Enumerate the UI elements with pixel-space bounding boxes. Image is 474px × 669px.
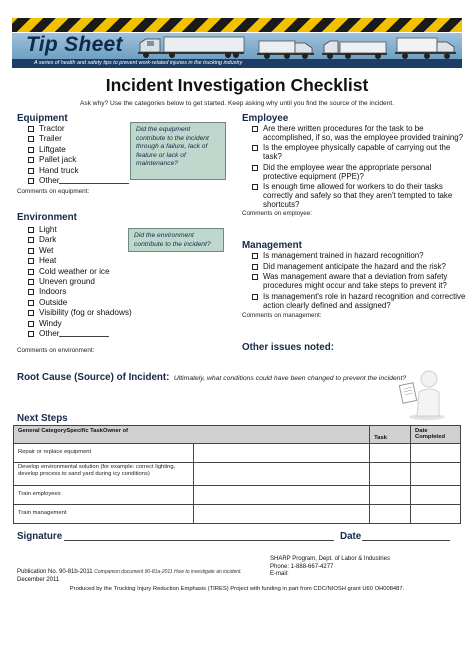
task-cell[interactable] <box>370 486 411 505</box>
environment-callout: Did the environment contribute to the incident? <box>128 228 224 252</box>
truck-icon <box>395 36 457 60</box>
person-reading-icon <box>393 370 453 420</box>
date-cell[interactable] <box>411 486 461 505</box>
task-cell[interactable] <box>370 444 411 463</box>
next-steps-table <box>13 425 461 524</box>
funding-note: Produced by the Trucking Injury Reduction Emphasis (TIRES) Project with funding in part from CDC/NIOSH grant U60 OH008487. <box>69 586 405 592</box>
employee-comments-label: Comments on employee: <box>242 210 312 217</box>
root-cause-question: Ultimately, what conditions could have been changed to prevent the incident? <box>173 375 407 382</box>
column-header: General CategorySpecific TaskOwner of <box>14 426 370 444</box>
header-tagline: A series of health and safety tips to prevent work-related injuries in the trucking industry <box>12 59 462 68</box>
checkbox[interactable] <box>28 258 34 264</box>
environment-list: Light Dark Wet Heat Cold weather or ice Uneven ground Indoors Outside Visibility (fog or shadows) Windy Other <box>28 225 158 339</box>
other-issues-heading: Other issues noted: <box>242 342 334 353</box>
checkbox[interactable] <box>252 145 258 151</box>
truck-icon <box>136 35 246 59</box>
checkbox[interactable] <box>28 248 34 254</box>
equipment-comments-label: Comments on equipment: <box>17 188 90 195</box>
root-cause-heading: Root Cause (Source) of Incident: <box>17 372 170 383</box>
truck-icon <box>257 38 315 60</box>
page-title: Incident Investigation Checklist <box>105 75 369 95</box>
equipment-item: Tractor <box>28 124 138 134</box>
checkbox[interactable] <box>252 294 258 300</box>
publication-number: Publication No. 90-81b-2011 <box>17 569 93 575</box>
root-cause-row <box>17 367 417 385</box>
checkbox[interactable] <box>252 274 258 280</box>
task-cell[interactable] <box>370 463 411 486</box>
checkbox[interactable] <box>28 300 34 306</box>
management-heading: Management <box>242 240 302 251</box>
checkbox[interactable] <box>28 279 34 285</box>
column-header: Date Completed <box>411 426 461 444</box>
other-line[interactable] <box>59 329 109 337</box>
equipment-callout: Did the equipment contribute to the incident through a failure, lack of feature or lack of maintenance? <box>130 122 226 180</box>
date-cell[interactable] <box>411 444 461 463</box>
equipment-item: Liftgate <box>28 145 138 155</box>
checkbox[interactable] <box>28 269 34 275</box>
table-header-row <box>14 426 461 444</box>
equipment-item: Other <box>28 176 138 186</box>
equipment-heading: Equipment <box>17 113 68 124</box>
truck-icon <box>322 38 388 60</box>
equipment-item: Hand truck <box>28 166 138 176</box>
hazard-stripe <box>12 18 462 32</box>
publication-row <box>17 569 242 575</box>
employee-list: Are there written procedures for the task to be accomplished, if so, was the employee provided training? Is the employee physically capable of carrying out the task? Did the employee wear the appropriate personal protective equipment (PPE)? Is enough time allowed for workers to do their tasks correctly and safely so that they aren't tempted to take shortcuts? <box>252 125 464 211</box>
checkbox[interactable] <box>28 136 34 142</box>
owner-cell[interactable] <box>194 505 369 523</box>
owner-cell[interactable] <box>194 463 369 485</box>
checkbox[interactable] <box>252 126 258 132</box>
next-steps-heading: Next Steps <box>17 413 68 424</box>
page-subtitle: Ask why? Use the categories below to get started. Keep asking why until you find the source of the incident. <box>79 100 395 107</box>
equipment-item: Trailer <box>28 134 138 144</box>
equipment-list <box>28 124 138 186</box>
checkbox[interactable] <box>252 165 258 171</box>
owner-cell[interactable] <box>194 486 369 504</box>
publication-date: December 2011 <box>17 577 60 583</box>
other-line[interactable] <box>59 176 129 184</box>
signature-line[interactable] <box>64 540 334 541</box>
owner-cell[interactable] <box>194 444 369 462</box>
companion-note: Companion document 90-81a-2011 How to investigate an incident. <box>94 569 242 575</box>
checkbox[interactable] <box>28 289 34 295</box>
date-cell[interactable] <box>411 463 461 486</box>
checkbox[interactable] <box>28 157 34 163</box>
checkbox[interactable] <box>28 310 34 316</box>
contact-block <box>270 556 390 579</box>
environment-comments-label: Comments on environment: <box>17 347 95 354</box>
task-cell[interactable] <box>370 505 411 524</box>
checkbox[interactable] <box>28 237 34 243</box>
table-row: Train management <box>14 505 461 524</box>
date-line[interactable] <box>362 540 450 541</box>
checkbox[interactable] <box>28 126 34 132</box>
employee-heading: Employee <box>242 113 289 124</box>
phone: Phone: 1-888-667-4277 <box>270 563 334 570</box>
equipment-item: Pallet jack <box>28 155 138 165</box>
email-label: E-mail: <box>270 571 289 578</box>
checkbox[interactable] <box>252 184 258 190</box>
date-cell[interactable] <box>411 505 461 524</box>
environment-heading: Environment <box>17 212 77 223</box>
series-title: Tip Sheet <box>26 33 123 56</box>
management-list: Is management trained in hazard recognition? Did management anticipate the hazard and the risk? Was management aware that a deviation from safety procedures might occur and take steps to prevent it? Is management's role in hazard recognition and corrective action clearly defined and assigned? <box>252 252 466 312</box>
checkbox[interactable] <box>28 227 34 233</box>
column-header: Task <box>370 426 411 444</box>
table-row: Train employees <box>14 486 461 505</box>
table-row: Repair or replace equipment <box>14 444 461 463</box>
program-name: SHARP Program, Dept. of Labor & Industries <box>270 556 390 562</box>
checkbox[interactable] <box>252 253 258 259</box>
date-label: Date <box>340 531 362 542</box>
checkbox[interactable] <box>28 331 34 337</box>
checkbox[interactable] <box>28 147 34 153</box>
checkbox[interactable] <box>252 264 258 270</box>
signature-label: Signature <box>17 531 63 542</box>
checkbox[interactable] <box>28 321 34 327</box>
checkbox[interactable] <box>28 168 34 174</box>
management-comments-label: Comments on management: <box>242 312 322 319</box>
checkbox[interactable] <box>28 178 34 184</box>
table-row: Develop environmental solution (for example: correct lighting, develop process to sand yard during icy conditions) <box>14 463 461 486</box>
